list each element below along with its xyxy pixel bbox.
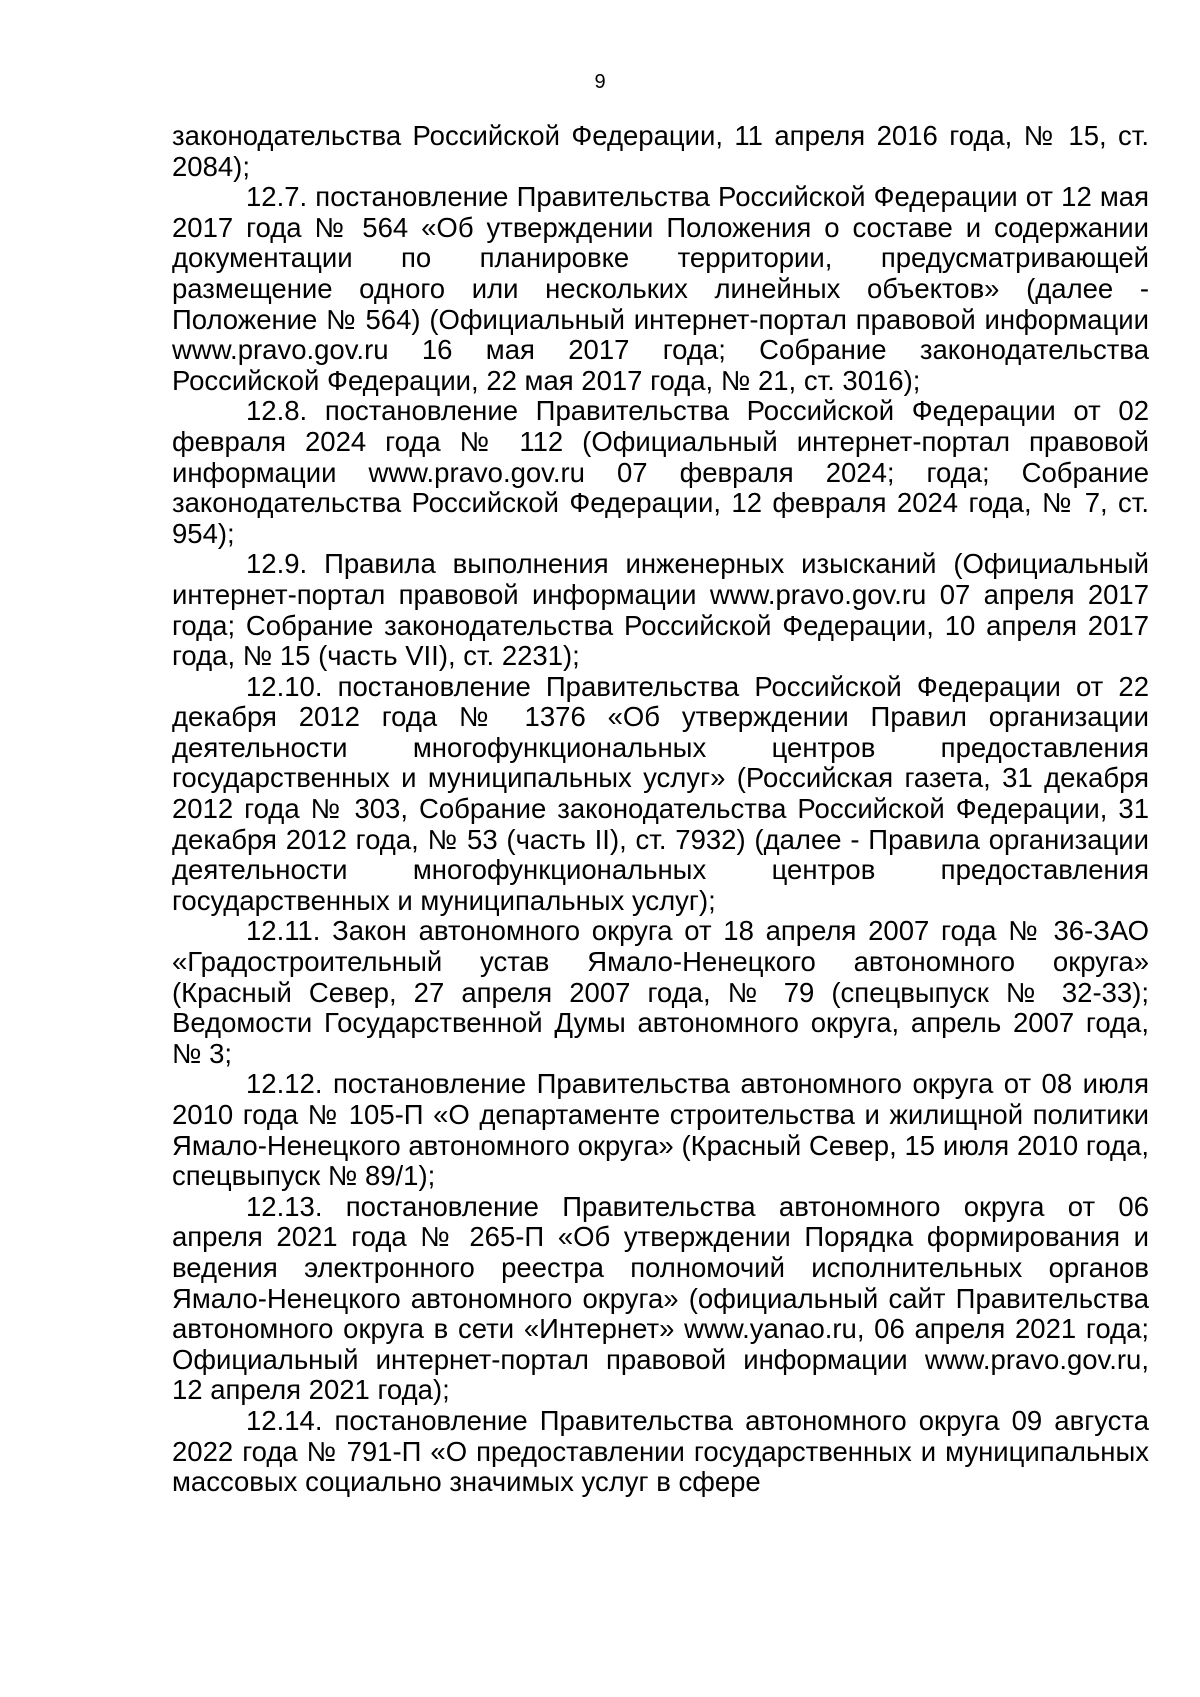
paragraph: 12.7. постановление Правительства Российской Федерации от 12 мая 2017 года № 564 «Об утверждении Положения о составе и содержании документации по планировке территории, предусматривающей размещение одного или нескольких линейных объектов» (далее - Положение № 564) (Официальный интернет-портал правовой информации www.pravo.gov.ru 16 мая 2017 года; Собрание законодательства Российской Федерации, 22 мая 2017 года, № 21, ст. 3016); xyxy=(172,181,1149,396)
paragraph: 12.12. постановление Правительства автономного округа от 08 июля 2010 года № 105-П «О департаменте строительства и жилищной политики Ямало-Ненецкого автономного округа» (Красный Север, 15 июля 2010 года, спецвыпуск № 89/1); xyxy=(172,1068,1149,1192)
paragraph: 12.10. постановление Правительства Российской Федерации от 22 декабря 2012 года № 1376 «Об утверждении Правил организации деятельности многофункциональных центров предоставления государственных и муниципальных услуг» (Российская газета, 31 декабря 2012 года № 303, Собрание законодательства Российской Федерации, 31 декабря 2012 года, № 53 (часть II), ст. 7932) (далее - Правила организации деятельности многофункциональных центров предоставления государственных и муниципальных услуг); xyxy=(172,670,1149,916)
paragraph: 12.13. постановление Правительства автономного округа от 06 апреля 2021 года № 265-П «Об утверждении Порядка формирования и ведения электронного реестра полномочий исполнительных органов Ямало-Ненецкого автономного округа» (официальный сайт Правительства автономного округа в сети «Интернет» www.yanao.ru, 06 апреля 2021 года; Официальный интернет-портал правовой информации www.pravo.gov.ru, 12 апреля 2021 года); xyxy=(172,1190,1149,1406)
paragraph: 12.11. Закон автономного округа от 18 апреля 2007 года № 36-ЗАО «Градостроительный устав Ямало-Ненецкого автономного округа» (Красный Север, 27 апреля 2007 года, № 79 (спецвыпуск № 32-33); Ведомости Государственной Думы автономного округа, апрель 2007 года, № 3; xyxy=(172,915,1149,1069)
paragraph: законодательства Российской Федерации, 11 апреля 2016 года, № 15, ст. 2084); xyxy=(172,120,1149,182)
paragraph: 12.9. Правила выполнения инженерных изысканий (Официальный интернет-портал правовой информации www.pravo.gov.ru 07 апреля 2017 года; Собрание законодательства Российской Федерации, 10 апреля 2017 года, № 15 (часть VII), ст. 2231); xyxy=(172,548,1149,672)
paragraph: 12.14. постановление Правительства автономного округа 09 августа 2022 года № 791-П «О предоставлении государственных и муниципальных массовых социально значимых услуг в сфере xyxy=(172,1404,1149,1498)
page-number: 9 xyxy=(594,71,606,93)
paragraph: 12.8. постановление Правительства Российской Федерации от 02 февраля 2024 года № 112 (Официальный интернет-портал правовой информации www.pravo.gov.ru 07 февраля 2024; года; Собрание законодательства Российской Федерации, 12 февраля 2024 года, № 7, ст. 954); xyxy=(172,395,1149,549)
document-body xyxy=(172,121,1149,1498)
